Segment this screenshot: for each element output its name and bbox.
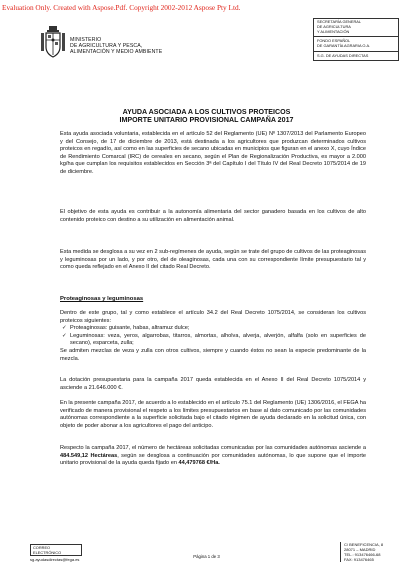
address-line: C/ BENEFICENCIA, 8: [344, 542, 384, 547]
checkmark-icon: ✓: [62, 332, 67, 339]
crops-intro-text: Dentro de este grupo, tal y como establece el artículo 34.2 del Real Decreto 1075/2014, se consideran los cultivos proteicos siguientes:: [60, 310, 366, 324]
address-line: FAX: 913476465: [344, 557, 374, 562]
divider: [314, 36, 398, 37]
header-org-box: [313, 18, 399, 61]
ministry-line: MINISTERIO: [70, 37, 102, 43]
hectares-value: 484.549,12 Hectáreas: [60, 452, 118, 459]
address-line: 28071 – MADRID: [344, 547, 376, 552]
list-item-text: Proteaginosas: guisante, habas, altramuz dulce;: [70, 325, 190, 332]
list-item: [60, 333, 366, 348]
contact-email[interactable]: sg.ayudasdirectas@fega.es: [30, 557, 80, 562]
list-item-text: Leguminosas: veza, yeros, algarrobas, titarros, almortas, alholva, alverja, alverjón, alfalfa (solo en superficies de secano), esparceta, zulla;: [70, 332, 366, 347]
section-heading: Proteaginosas y leguminosas: [60, 296, 144, 302]
org-line: SECRETARÍA GENERAL: [317, 19, 362, 24]
document-title-line1: AYUDA ASOCIADA A LOS CULTIVOS PROTEICOS: [122, 108, 291, 116]
hectares-text: Respecto la campaña 2017, el número de hectáreas solicitadas comunicadas por las comunidades autónomas asciende a: [60, 445, 366, 451]
ministry-line: ALIMENTACIÓN Y MEDIO AMBIENTE: [70, 49, 163, 56]
paragraph-objective: El objetivo de esta ayuda es contribuir a la autonomía alimentaria del sector ganadero basada en los cultivos de alto contenido proteico con destino a su utilización en alimentación animal.: [60, 209, 366, 223]
paragraph-subregimes: Esta medida se desglosa a su vez en 2 sub-regímenes de ayuda, según se trate del grupo de cultivos de las proteaginosas y leguminosas por un lado, y por otro, del de oleaginosas, cada una con su correspondiente límite presupuestario tal y como queda reflejado en el Anexo II del citado Real Decreto.: [60, 249, 366, 271]
org-line: S.G. DE AYUDAS DIRECTAS: [317, 52, 369, 58]
coat-of-arms-icon: [40, 25, 66, 59]
paragraph-intro: Esta ayuda asociada voluntaria, establecida en el artículo 52 del Reglamento (UE) Nº 1307/2013 del Parlamento Europeo y del Consejo, de 17 de diciembre de 2013, está destinada a los agricultores que produzcan determinados cultivos proteicos en regadío, así como en las superficies de secano ubicadas en municipios que figuran en el anexo X, cuyo Índice de Rendimiento Comarcal (IRC) de cereales en secano, según el Plan de Regionalización Productiva, es mayor a 2.000 kg/ha que cumplan los requisitos establecidos en Sección 3ª del Capítulo I del Título IV del Real Decreto 1075/2014 de 19 de diciembre.: [60, 131, 366, 175]
list-item: [60, 325, 366, 333]
ministry-line: DE AGRICULTURA Y PESCA,: [70, 43, 143, 50]
watermark-text: Evaluation Only. Created with Aspose.Pdf. Copyright 2002-2012 Aspose Pty Ltd.: [2, 3, 241, 12]
document-title-line2: IMPORTE UNITARIO PROVISIONAL CAMPAÑA 2017: [119, 116, 294, 124]
hectares-text: , según se desglosa a continuación por comunidades autónomas, lo que supone que el importe unitario provisional de la ayuda queda fijado en: [60, 452, 366, 467]
org-line: FONDO ESPAÑOL: [317, 38, 351, 44]
paragraph-hectares: [60, 445, 366, 468]
unit-amount-value: 44,479768 €/Ha.: [178, 460, 220, 467]
checkmark-icon: ✓: [62, 325, 67, 332]
email-label-box: CORREO ELECTRÓNICO: [30, 544, 82, 556]
divider: [314, 51, 398, 52]
org-line: DE GARANTÍA AGRARIA O.A.: [317, 43, 371, 49]
page-number: Página 1 de 3: [193, 554, 220, 559]
address-line: TEL.: 913476466-68: [344, 552, 381, 557]
mixtures-text: Se admiten mezclas de veza y zulla con otros cultivos, siempre y cuando éstos no sean la especie predominante de la mezcla.: [60, 347, 366, 362]
org-line: DE AGRICULTURA: [317, 23, 351, 29]
org-line: Y ALIMENTACIÓN: [317, 28, 350, 34]
ministry-name: [70, 37, 162, 56]
paragraph-crops-list: [60, 310, 366, 363]
footer-address: [340, 542, 383, 562]
paragraph-verification: En la presente campaña 2017, de acuerdo a lo establecido en el artículo 75.1 del Reglamento (UE) 1306/2016, el FEGA ha verificado de manera provisional el respeto a los límites presupuestarios en base al dato comunicado por las comunidades autónomas correspondiente a la superficie solicitada bajo el citado régimen de ayuda declarado en la solicitud única, con objeto de poder abonar a los agricultores el pago del anticipo.: [60, 400, 366, 429]
paragraph-budget: La dotación presupuestaria para la campaña 2017 queda establecida en el Anexo II del Real Decreto 1075/2014 y asciende a 21.646.000 €.: [60, 377, 366, 391]
